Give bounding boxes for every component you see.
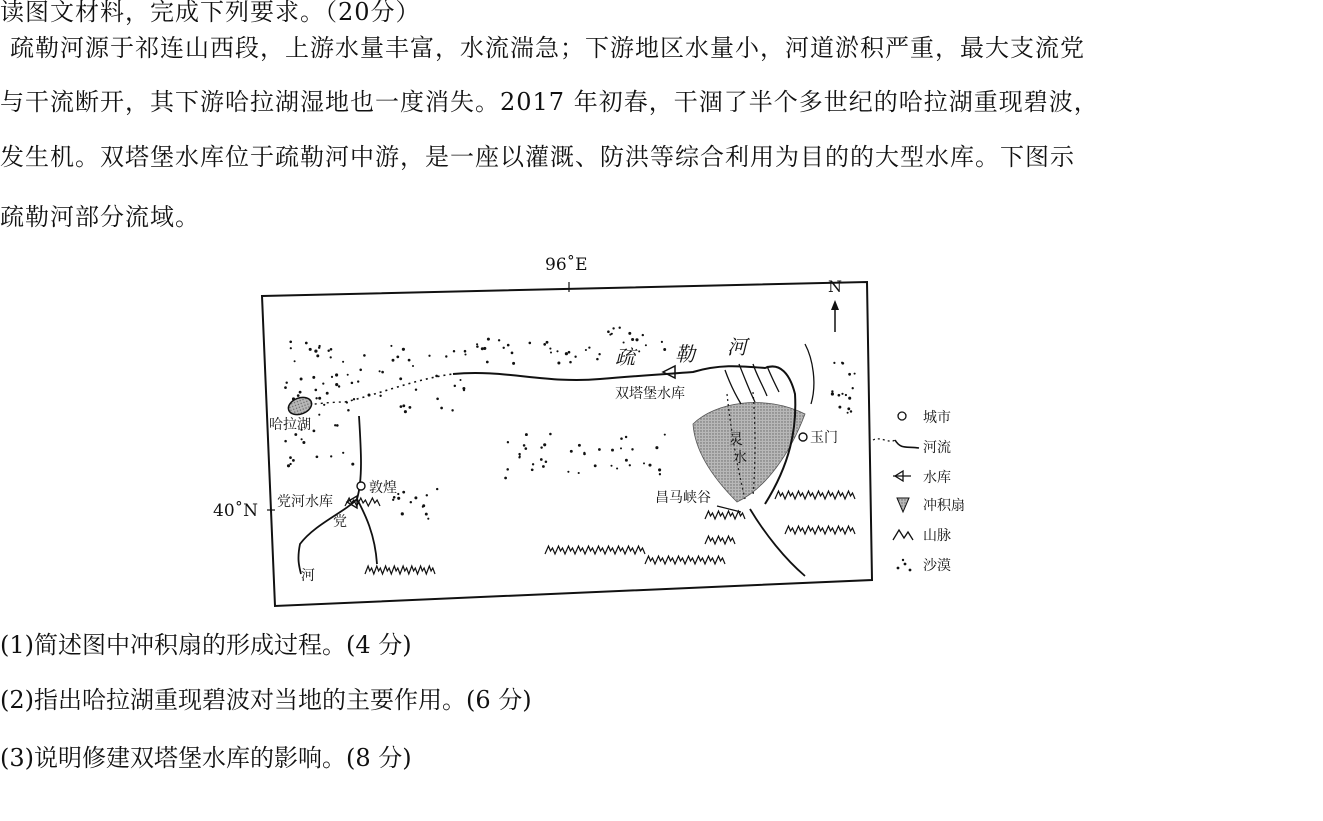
desert-dot xyxy=(397,493,399,495)
desert-dot xyxy=(543,343,546,346)
desert-dot xyxy=(342,452,344,454)
longitude-label: 96˚E xyxy=(545,255,588,275)
desert-dot xyxy=(848,373,851,376)
dunhuang-label: 敦煌 xyxy=(369,480,397,496)
desert-dot xyxy=(645,344,647,346)
desert-dot xyxy=(338,385,340,387)
desert-dot xyxy=(301,438,303,440)
desert-dot xyxy=(483,347,486,350)
desert-dot xyxy=(854,373,856,375)
desert-dot xyxy=(454,385,456,387)
desert-dot xyxy=(596,358,599,361)
desert-dot xyxy=(635,338,638,341)
map-legend xyxy=(873,410,965,574)
desert-dot xyxy=(625,459,628,462)
north-arrow-icon xyxy=(828,277,842,332)
desert-dot xyxy=(440,407,443,410)
desert-dot xyxy=(659,473,661,475)
desert-dot xyxy=(512,362,515,365)
desert-dot xyxy=(598,353,600,355)
desert-dot xyxy=(847,407,850,410)
desert-dot xyxy=(334,424,336,426)
desert-dot xyxy=(284,440,287,443)
desert-dot xyxy=(557,361,560,364)
desert-dot xyxy=(353,398,355,400)
desert-dot xyxy=(569,361,572,364)
hala-lake xyxy=(286,394,314,417)
desert-dot xyxy=(318,414,320,416)
desert-dot xyxy=(302,441,305,444)
desert-dot xyxy=(611,333,613,335)
desert-dot xyxy=(363,354,366,357)
desert-dot xyxy=(392,499,394,501)
desert-dot xyxy=(410,501,412,503)
desert-dot xyxy=(335,383,338,386)
desert-dot xyxy=(399,377,402,380)
desert-dot xyxy=(402,404,405,407)
desert-dot xyxy=(335,373,338,376)
desert-dot xyxy=(289,456,292,459)
desert-dot xyxy=(511,352,514,355)
desert-dot xyxy=(578,472,580,474)
desert-dot xyxy=(415,388,417,390)
desert-dot xyxy=(294,433,297,436)
desert-dot xyxy=(289,463,291,465)
desert-dot xyxy=(664,434,666,436)
desert-dot xyxy=(619,327,621,329)
desert-dot xyxy=(427,518,429,520)
desert-dot xyxy=(397,497,400,500)
mountain-icon xyxy=(893,530,913,540)
legend-label-alluvial-fan: 冲积扇 xyxy=(923,498,965,514)
desert-dot xyxy=(327,349,329,351)
mountain-ridge xyxy=(645,556,725,564)
dang-river-upper xyxy=(357,499,377,564)
desert-dot xyxy=(612,327,614,329)
desert-dot xyxy=(316,455,319,458)
desert-dot xyxy=(540,458,543,461)
desert-dot xyxy=(848,397,851,400)
mountain-ridge xyxy=(785,526,855,534)
desert-dot xyxy=(401,512,404,515)
desert-dot xyxy=(299,391,302,394)
desert-dot xyxy=(464,353,466,355)
desert-dot xyxy=(463,389,465,391)
svg-text:N: N xyxy=(828,277,842,296)
desert-dot xyxy=(607,330,610,333)
desert-dot xyxy=(556,350,558,352)
desert-dot xyxy=(532,463,534,465)
desert-dot xyxy=(549,348,551,350)
desert-dot xyxy=(331,376,333,378)
desert-dot xyxy=(404,410,407,413)
desert-dot xyxy=(459,379,461,381)
desert-dot xyxy=(655,446,658,449)
desert-dot xyxy=(422,506,424,508)
desert-dot xyxy=(629,464,631,466)
desert-icon xyxy=(897,559,912,572)
desert-dot xyxy=(436,398,439,401)
desert-dot xyxy=(322,383,324,385)
desert-dot xyxy=(518,453,520,455)
shuangtabao-reservoir-icon xyxy=(663,366,675,378)
desert-dot xyxy=(507,344,510,347)
question-2: (2)指出哈拉湖重现碧波对当地的主要作用。(6 分) xyxy=(0,686,532,714)
desert-dot xyxy=(428,355,430,357)
desert-dot xyxy=(506,468,509,471)
desert-dot xyxy=(567,471,569,473)
desert-dot xyxy=(841,362,843,364)
desert-dot xyxy=(381,371,384,374)
shuangtabao-label: 双塔堡水库 xyxy=(615,386,685,402)
desert-dot xyxy=(628,332,631,335)
he-label: 河 xyxy=(301,568,315,584)
desert-dot xyxy=(290,347,292,349)
desert-dot xyxy=(831,390,833,392)
desert-dot xyxy=(638,350,640,352)
desert-dot xyxy=(351,463,354,466)
desert-dot xyxy=(313,430,316,433)
desert-dot xyxy=(616,467,618,469)
desert-dot xyxy=(351,382,354,385)
desert-dot xyxy=(379,395,381,397)
desert-dot xyxy=(400,405,403,408)
desert-dot xyxy=(390,345,392,347)
desert-dot xyxy=(550,351,552,353)
desert-dot xyxy=(330,348,333,351)
desert-dot xyxy=(436,488,438,490)
desert-dot xyxy=(330,356,332,358)
changmaxiagu-label: 昌马峡谷 xyxy=(655,490,711,506)
river-icon xyxy=(873,439,895,441)
desert-dot xyxy=(476,345,479,348)
desert-dot xyxy=(408,406,411,409)
desert-dot xyxy=(549,433,552,436)
passage-line-2: 疏勒河源于祁连山西段，上游水量丰富，水流湍急；下游地区水量小，河道淤积严重，最大支流党 xyxy=(10,34,1085,62)
desert-dot xyxy=(525,447,528,450)
question-3: (3)说明修建双塔堡水库的影响。(8 分) xyxy=(0,744,412,772)
desert-dot xyxy=(661,341,663,343)
desert-dot xyxy=(336,424,339,427)
desert-dot xyxy=(631,448,633,450)
passage-line-4: 发生机。双塔堡水库位于疏勒河中游，是一座以灌溉、防洪等综合利用为目的的大型水库。下图示 xyxy=(0,143,1075,171)
passage-line-1: 读图文材料，完成下列要求。（20分） xyxy=(0,0,421,26)
danghe-reservoir-label: 党河水库 xyxy=(277,494,333,510)
city-icon xyxy=(898,412,906,420)
desert-dot xyxy=(648,464,651,467)
yumen-label: 玉门 xyxy=(810,430,838,446)
desert-dot xyxy=(611,449,614,452)
desert-dot xyxy=(498,339,500,341)
desert-dot xyxy=(525,433,528,436)
mountain-ridge xyxy=(365,566,435,574)
desert-dot xyxy=(543,443,546,446)
desert-dot xyxy=(392,359,395,362)
desert-dot xyxy=(476,343,478,345)
desert-dot xyxy=(545,460,548,463)
desert-dot xyxy=(631,338,634,341)
alluvial-fan-icon xyxy=(897,498,909,512)
legend-label-mountain: 山脉 xyxy=(923,528,951,544)
desert-dot xyxy=(316,354,319,357)
desert-dot xyxy=(519,455,521,457)
legend-label-desert: 沙漠 xyxy=(923,558,951,574)
desert-dot xyxy=(305,342,308,345)
desert-dot xyxy=(294,360,296,362)
mountain-ranges xyxy=(345,491,855,574)
river-name-char-1: 疏 xyxy=(615,345,635,369)
desert-dot xyxy=(833,362,835,364)
desert-dot xyxy=(315,397,317,399)
desert-dot xyxy=(312,376,315,379)
legend-label-reservoir: 水库 xyxy=(923,470,951,486)
desert-dot xyxy=(642,334,644,336)
question-1: (1)简述图中冲积扇的形成过程。(4 分) xyxy=(0,631,412,659)
desert-dot xyxy=(445,355,447,357)
mountain-ridge xyxy=(775,491,855,499)
desert-dot xyxy=(292,459,295,462)
desert-dot xyxy=(542,465,545,468)
desert-dot xyxy=(529,342,532,345)
reservoir-icon xyxy=(893,471,911,481)
desert-dot xyxy=(486,361,489,364)
desert-dot xyxy=(408,359,411,362)
desert-dot xyxy=(523,444,526,447)
desert-dot xyxy=(284,386,287,389)
desert-dot xyxy=(402,491,405,494)
desert-dot xyxy=(287,464,290,467)
desert-dot xyxy=(289,340,292,343)
desert-dot xyxy=(850,410,852,412)
desert-dot xyxy=(847,412,849,414)
desert-dot xyxy=(507,441,509,443)
desert-dot xyxy=(838,406,841,409)
desert-dot xyxy=(412,365,414,367)
desert-dot xyxy=(852,387,854,389)
desert-dot xyxy=(594,464,597,467)
desert-dot xyxy=(610,465,612,467)
desert-dot xyxy=(414,496,417,499)
dunhuang-city-icon xyxy=(357,482,365,490)
desert-dot xyxy=(309,348,312,351)
desert-dot xyxy=(402,348,405,351)
desert-dot xyxy=(326,392,329,395)
desert-dot xyxy=(838,394,841,397)
desert-dot xyxy=(426,494,428,496)
passage-line-3: 与干流断开，其下游哈拉湖湿地也一度消失。2017 年初春，干涸了半个多世纪的哈拉湖重现碧波， xyxy=(0,88,1099,116)
desert-dot xyxy=(625,436,627,438)
desert-dot xyxy=(285,381,287,383)
desert-dot xyxy=(574,356,576,358)
desert-dot xyxy=(300,378,303,381)
desert-dot xyxy=(297,394,300,397)
legend-label-city: 城市 xyxy=(923,410,951,426)
fan-label-2: 水 xyxy=(733,450,747,466)
desert-dot xyxy=(540,446,542,448)
desert-dot xyxy=(531,468,534,471)
passage-line-5: 疏勒河部分流域。 xyxy=(0,203,200,231)
mountain-ridge xyxy=(705,536,735,544)
desert-dot xyxy=(379,370,381,372)
desert-dot xyxy=(620,437,623,440)
desert-dot xyxy=(503,347,505,349)
desert-dot xyxy=(347,409,350,412)
yumen-city-icon xyxy=(799,433,807,441)
desert-dot xyxy=(464,350,467,353)
desert-dot xyxy=(658,468,661,471)
fan-label-1: 灵 xyxy=(729,432,743,448)
mountain-ridge xyxy=(545,546,645,554)
desert-dot xyxy=(357,380,359,382)
river-name-char-3: 河 xyxy=(727,335,747,359)
desert-dot xyxy=(623,341,625,343)
latitude-label: 40˚N xyxy=(213,501,259,521)
desert-dot xyxy=(453,350,455,352)
desert-dot xyxy=(568,351,571,354)
desert-dot xyxy=(504,477,507,480)
desert-dot xyxy=(565,352,568,355)
desert-dot xyxy=(588,346,590,348)
changma-river xyxy=(750,509,805,576)
desert-dot xyxy=(393,496,396,499)
desert-dot xyxy=(314,389,317,392)
desert-dot xyxy=(330,455,332,457)
desert-dot xyxy=(620,447,622,449)
desert-dot xyxy=(451,409,453,411)
desert-dot xyxy=(425,513,428,516)
desert-dot xyxy=(845,394,847,396)
desert-dot xyxy=(578,444,581,447)
mountain-ridge xyxy=(705,511,745,519)
river-name-char-2: 勒 xyxy=(675,342,695,366)
shule-river-basin-map xyxy=(205,244,1005,614)
desert-dot xyxy=(841,393,843,395)
desert-dot xyxy=(359,369,362,372)
desert-dot xyxy=(585,349,587,351)
desert-dot xyxy=(598,448,601,451)
hala-lake-label: 哈拉湖 xyxy=(269,417,311,433)
desert-dot xyxy=(643,462,645,464)
desert-dot xyxy=(570,450,573,453)
desert-dot xyxy=(663,348,666,351)
desert-dot xyxy=(396,356,399,359)
desert-dot xyxy=(314,350,317,353)
desert-dot xyxy=(546,341,549,344)
desert-dot xyxy=(487,338,490,341)
desert-dot xyxy=(831,392,834,395)
dang-label: 党 xyxy=(333,514,347,530)
desert-dot xyxy=(318,346,320,348)
desert-dot xyxy=(347,374,349,376)
desert-dot xyxy=(583,453,586,456)
legend-label-river: 河流 xyxy=(923,440,951,456)
desert-dot xyxy=(318,397,321,400)
desert-dot xyxy=(323,404,325,406)
desert-dot xyxy=(342,361,344,363)
